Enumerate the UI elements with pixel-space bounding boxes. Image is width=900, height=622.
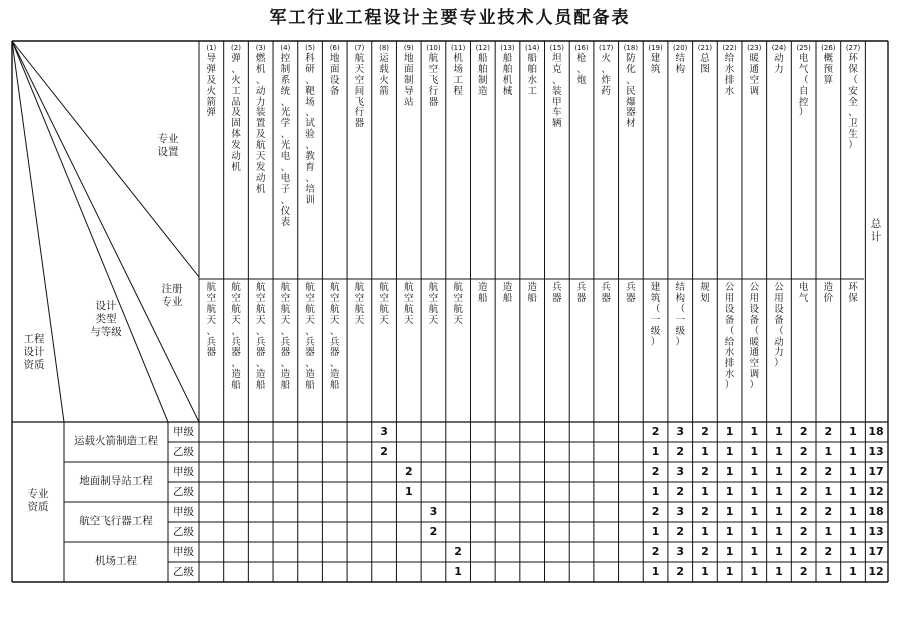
registered-specialty-22: 公 用 设 备 （ 给 水 排 水 ） xyxy=(724,282,735,392)
table-cell: 2 xyxy=(676,445,685,458)
table-cell: 1 xyxy=(725,545,734,558)
registered-specialty-14: 造 船 xyxy=(527,282,537,304)
table-cell: 2 xyxy=(799,525,808,538)
registered-specialty-3: 航 空 航 天 、 兵 器 、 造 船 xyxy=(255,282,266,392)
table-cell: 1 xyxy=(725,465,734,478)
table-cell: 2 xyxy=(799,425,808,438)
grade-label: 乙级 xyxy=(173,526,194,538)
column-header-10: (10) 航 空 飞 行 器 xyxy=(426,44,441,108)
table-cell: 2 xyxy=(676,485,685,498)
table-cell: 3 xyxy=(429,505,438,518)
table-cell: 3 xyxy=(676,545,685,558)
column-header-26: (26) 概 预 算 xyxy=(821,44,836,86)
registered-specialty-12: 造 船 xyxy=(478,282,488,304)
column-header-7: (7) 航 天 空 间 飞 行 器 xyxy=(354,44,365,130)
registered-specialty-6: 航 空 航 天 、 兵 器 、 造 船 xyxy=(329,282,340,392)
table-cell: 2 xyxy=(429,525,438,538)
row-total: 12 xyxy=(868,485,884,498)
table-cell: 1 xyxy=(824,485,833,498)
table-cell: 2 xyxy=(701,505,709,518)
row-total: 13 xyxy=(868,445,884,458)
registered-specialty-20: 结 构 （ 一 级 ） xyxy=(675,282,686,348)
registered-specialty-21: 规 划 xyxy=(700,282,710,304)
row-total: 13 xyxy=(868,525,884,538)
total-label: 总 计 xyxy=(870,218,882,243)
table-cell: 1 xyxy=(651,445,660,458)
table-cell: 2 xyxy=(380,445,388,458)
table-cell: 2 xyxy=(651,505,660,518)
table-cell: 1 xyxy=(775,425,783,438)
table-cell: 2 xyxy=(651,425,660,438)
table-cell: 2 xyxy=(824,505,833,518)
table-cell: 1 xyxy=(849,485,857,498)
grade-label: 甲级 xyxy=(173,546,194,558)
table-cell: 1 xyxy=(725,445,734,458)
design-type-grade-label: 设计 类型 与等级 xyxy=(90,300,122,338)
table-cell: 1 xyxy=(775,465,783,478)
column-header-6: (6) 地 面 设 备 xyxy=(329,44,340,97)
column-header-11: (11) 机 场 工 程 xyxy=(450,44,466,97)
column-header-19: (19) 建 筑 xyxy=(648,44,663,75)
table-cell: 2 xyxy=(404,465,413,478)
registered-specialty-18: 兵 器 xyxy=(626,282,636,304)
table-cell: 1 xyxy=(725,525,734,538)
table-cell: 1 xyxy=(750,525,759,538)
column-header-14: (14) 船 舶 水 工 xyxy=(524,44,540,97)
table-cell: 2 xyxy=(799,465,808,478)
column-header-2: (2) 弹 、 火 工 品 及 固 体 发 动 机 xyxy=(231,44,241,173)
specialty-qualification-label: 专业 资质 xyxy=(27,488,49,513)
registered-specialty-16: 兵 器 xyxy=(576,282,587,304)
table-cell: 1 xyxy=(750,545,759,558)
table-cell: 3 xyxy=(676,465,685,478)
table-cell: 1 xyxy=(849,505,857,518)
table-cell: 1 xyxy=(824,445,833,458)
engineering-qualification-label: 工程 设计 资质 xyxy=(23,333,45,371)
registered-specialty-26: 造 价 xyxy=(823,282,834,304)
table-cell: 1 xyxy=(849,425,857,438)
grade-label: 乙级 xyxy=(173,486,194,498)
table-cell: 1 xyxy=(775,565,783,578)
table-cell: 2 xyxy=(799,505,808,518)
column-header-13: (13) 船 舶 机 械 xyxy=(500,44,515,97)
table-cell: 1 xyxy=(775,545,783,558)
table-cell: 2 xyxy=(799,565,808,578)
registered-specialty-24: 公 用 设 备 （ 动 力 ） xyxy=(774,282,784,370)
table-cell: 2 xyxy=(799,485,808,498)
table-cell: 1 xyxy=(725,505,734,518)
table-cell: 2 xyxy=(701,425,709,438)
page-title: 军工行业工程设计主要专业技术人员配备表 xyxy=(269,8,631,28)
registered-specialty-1: 航 空 航 天 、 兵 器 xyxy=(206,282,217,359)
registered-specialty-23: 公 用 设 备 （ 暖 通 空 调 ） xyxy=(749,282,760,392)
column-header-9: (9) 地 面 制 导 站 xyxy=(403,44,414,108)
table-cell: 2 xyxy=(651,465,660,478)
table-cell: 1 xyxy=(849,525,857,538)
row-total: 12 xyxy=(868,565,884,578)
project-name: 地面制导站工程 xyxy=(79,475,153,487)
registered-specialty-27: 环 保 xyxy=(848,282,858,304)
column-header-24: (24) 动 力 xyxy=(771,44,787,75)
table-cell: 1 xyxy=(701,525,709,538)
table-cell: 1 xyxy=(775,505,783,518)
table-cell: 1 xyxy=(849,565,857,578)
table-cell: 1 xyxy=(849,465,857,478)
row-total: 17 xyxy=(868,545,884,558)
table-cell: 2 xyxy=(824,545,833,558)
table-cell: 1 xyxy=(701,445,709,458)
table-cell: 1 xyxy=(849,445,857,458)
table-cell: 1 xyxy=(404,485,413,498)
grade-label: 甲级 xyxy=(173,426,194,438)
table-cell: 2 xyxy=(799,445,808,458)
column-header-17: (17) 火 、 炸 药 xyxy=(599,44,614,97)
registered-specialty-5: 航 空 航 天 、 兵 器 、 造 船 xyxy=(305,282,315,392)
row-total: 18 xyxy=(868,425,884,438)
table-cell: 2 xyxy=(701,465,709,478)
row-total: 17 xyxy=(868,465,884,478)
table-cell: 2 xyxy=(824,425,833,438)
registered-specialty-15: 兵 器 xyxy=(552,282,562,304)
grade-label: 甲级 xyxy=(173,506,194,518)
diagonal-line xyxy=(12,41,199,277)
table-cell: 1 xyxy=(651,565,660,578)
registered-specialty-8: 航 空 航 天 xyxy=(379,282,389,326)
table-cell: 1 xyxy=(824,565,833,578)
table-cell: 1 xyxy=(750,465,759,478)
table-cell: 2 xyxy=(676,565,685,578)
table-cell: 1 xyxy=(725,565,734,578)
grade-label: 甲级 xyxy=(173,466,194,478)
table-cell: 1 xyxy=(725,425,734,438)
registered-specialty-17: 兵 器 xyxy=(601,282,611,304)
column-header-5: (5) 科 研 、 靶 场 、 试 验 、 教 育 、 培 训 xyxy=(305,44,316,206)
table-cell: 1 xyxy=(725,485,734,498)
specialty-setting-label: 专业 设置 xyxy=(157,133,179,158)
registered-specialty-10: 航 空 航 天 xyxy=(428,282,439,326)
table-cell: 1 xyxy=(750,565,759,578)
registered-specialty-4: 航 空 航 天 、 兵 器 、 造 船 xyxy=(280,282,291,392)
project-name: 机场工程 xyxy=(95,555,137,567)
registered-specialty-2: 航 空 航 天 、 兵 器 、 造 船 xyxy=(231,282,241,392)
project-name: 航空飞行器工程 xyxy=(79,515,153,527)
table-cell: 1 xyxy=(750,425,759,438)
table-cell: 1 xyxy=(701,485,709,498)
table-cell: 2 xyxy=(676,525,685,538)
table-cell: 3 xyxy=(676,425,685,438)
table-cell: 1 xyxy=(849,545,857,558)
column-header-21: (21) 总 图 xyxy=(697,44,713,75)
table-cell: 1 xyxy=(750,485,759,498)
registered-specialty-7: 航 空 航 天 xyxy=(354,282,365,326)
registered-specialty-label: 注册 专业 xyxy=(161,283,183,308)
column-header-8: (8) 运 载 火 箭 xyxy=(379,44,390,97)
table-cell: 2 xyxy=(799,545,808,558)
grade-label: 乙级 xyxy=(173,446,194,458)
column-header-25: (25) 电 气 （ 自 控 ） xyxy=(796,44,811,119)
column-header-3: (3) 燃 机 、 动 力 装 置 及 航 天 发 动 机 xyxy=(255,44,266,195)
table-cell: 2 xyxy=(651,545,660,558)
column-header-4: (4) 控 制 系 统 、 光 学 、 光 电 、 电 子 、 仪 表 xyxy=(280,44,291,228)
row-total: 18 xyxy=(868,505,884,518)
registered-specialty-19: 建 筑 （ 一 级 ） xyxy=(650,282,661,348)
table-cell: 1 xyxy=(750,505,759,518)
column-header-12: (12) 船 舶 制 造 xyxy=(475,44,490,97)
table-cell: 1 xyxy=(701,565,709,578)
column-header-18: (18) 防 化 、 民 爆 器 材 xyxy=(623,44,639,130)
column-header-27: (27) 环 保 （ 安 全 、 卫 生 ） xyxy=(845,44,861,152)
column-header-1: (1) 导 弹 及 火 箭 弹 xyxy=(206,44,217,119)
registered-specialty-11: 航 空 航 天 xyxy=(453,282,463,326)
column-header-23: (23) 暖 通 空 调 xyxy=(747,44,762,97)
table-cell: 2 xyxy=(824,465,833,478)
table-cell: 1 xyxy=(775,485,783,498)
table-cell: 2 xyxy=(454,545,462,558)
registered-specialty-13: 造 船 xyxy=(502,282,513,304)
column-header-20: (20) 结 构 xyxy=(673,44,688,75)
table-cell: 1 xyxy=(775,525,783,538)
grade-label: 乙级 xyxy=(173,566,194,578)
table-cell: 1 xyxy=(651,525,660,538)
column-header-16: (16) 枪 、 炮 xyxy=(574,44,589,86)
registered-specialty-9: 航 空 航 天 xyxy=(403,282,414,326)
table-cell: 1 xyxy=(824,525,833,538)
table-cell: 1 xyxy=(651,485,660,498)
table-cell: 1 xyxy=(775,445,783,458)
registered-specialty-25: 电 气 xyxy=(798,282,809,304)
table-cell: 1 xyxy=(454,565,462,578)
table-cell: 1 xyxy=(750,445,759,458)
table-cell: 3 xyxy=(380,425,388,438)
column-header-15: (15) 坦 克 、 装 甲 车 辆 xyxy=(549,44,565,130)
table-cell: 3 xyxy=(676,505,685,518)
table-cell: 2 xyxy=(701,545,709,558)
column-header-22: (22) 给 水 排 水 xyxy=(722,44,737,97)
project-name: 运载火箭制造工程 xyxy=(74,435,158,447)
